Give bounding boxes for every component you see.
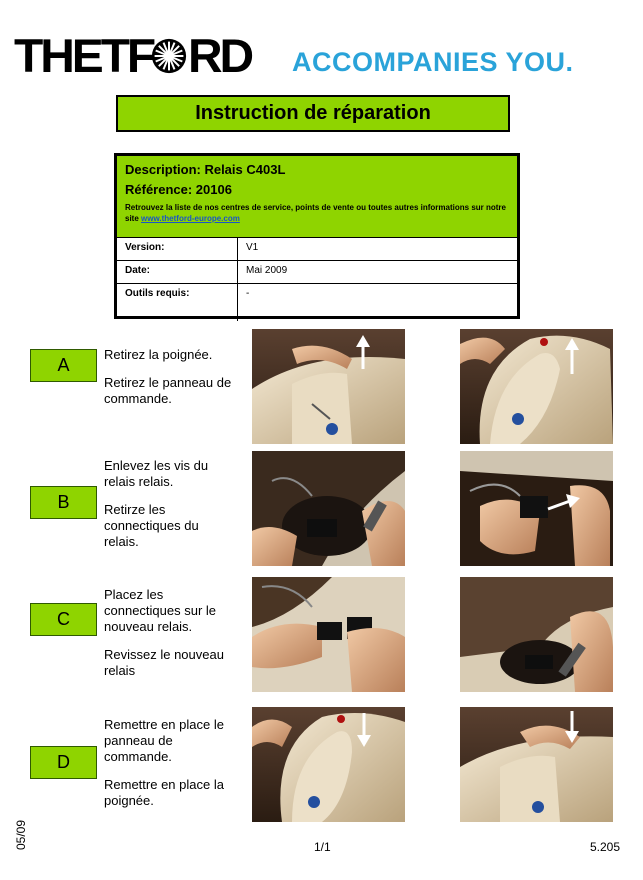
description: Description: Relais C403L bbox=[125, 162, 286, 177]
photo-step-a-2 bbox=[460, 329, 613, 444]
photo-step-d-2 bbox=[460, 707, 613, 822]
row-label: Outils requis: bbox=[117, 284, 238, 321]
sunburst-icon bbox=[151, 38, 187, 74]
photo-step-c-2 bbox=[460, 577, 613, 692]
reference: Référence: 20106 bbox=[125, 182, 232, 197]
info-note-text: Retrouvez la liste de nos centres de service, points de vente ou toutes autres informations sur notre site bbox=[125, 203, 506, 223]
row-value: V1 bbox=[246, 242, 259, 253]
row-value: - bbox=[246, 288, 250, 299]
step-a-label: A bbox=[30, 349, 97, 382]
instruction: Enlevez les vis du relais relais. bbox=[104, 458, 209, 489]
instruction: Retirez la poignée. bbox=[104, 347, 213, 362]
row-value: Mai 2009 bbox=[246, 265, 288, 276]
info-table bbox=[114, 153, 520, 319]
page-title: Instruction de réparation bbox=[195, 102, 431, 124]
step-c-label: C bbox=[30, 603, 97, 636]
photo-step-c-1 bbox=[252, 577, 405, 692]
instruction: Retirez le panneau de commande. bbox=[104, 375, 232, 406]
footer-date: 05/09 bbox=[14, 819, 28, 850]
row-version bbox=[117, 238, 517, 261]
logo-text-right: RD bbox=[188, 29, 252, 82]
instruction: Remettre en place la poignée. bbox=[104, 777, 224, 808]
row-tools bbox=[117, 284, 517, 321]
photo-step-a-1 bbox=[252, 329, 405, 444]
step-b-text bbox=[104, 458, 234, 562]
step-c-text bbox=[104, 587, 234, 691]
page-number: 1/1 bbox=[314, 840, 331, 854]
step-a-text bbox=[104, 347, 234, 419]
row-label: Version: bbox=[117, 238, 238, 260]
step-d-text bbox=[104, 717, 234, 821]
instruction: Remettre en place le panneau de commande. bbox=[104, 717, 224, 764]
logo-text-left: THETF bbox=[14, 29, 154, 82]
instruction: Placez les connectiques sur le nouveau relais. bbox=[104, 587, 217, 634]
photo-step-d-1 bbox=[252, 707, 405, 822]
website-link[interactable]: www.thetford-europe.com bbox=[141, 214, 240, 223]
row-date bbox=[117, 261, 517, 284]
instruction: Retirze les connectiques du relais. bbox=[104, 502, 199, 549]
row-label: Date: bbox=[117, 261, 238, 283]
step-b-label: B bbox=[30, 486, 97, 519]
info-note bbox=[125, 202, 509, 224]
instruction: Revissez le nouveau relais bbox=[104, 647, 224, 678]
tagline: ACCOMPANIES YOU. bbox=[292, 47, 574, 77]
step-d-label: D bbox=[30, 746, 97, 779]
document-code: 5.205 bbox=[590, 840, 621, 854]
thetford-logo bbox=[14, 29, 252, 82]
title-box bbox=[116, 95, 510, 132]
info-header bbox=[117, 156, 517, 238]
photo-step-b-1 bbox=[252, 451, 405, 566]
photo-step-b-2 bbox=[460, 451, 613, 566]
